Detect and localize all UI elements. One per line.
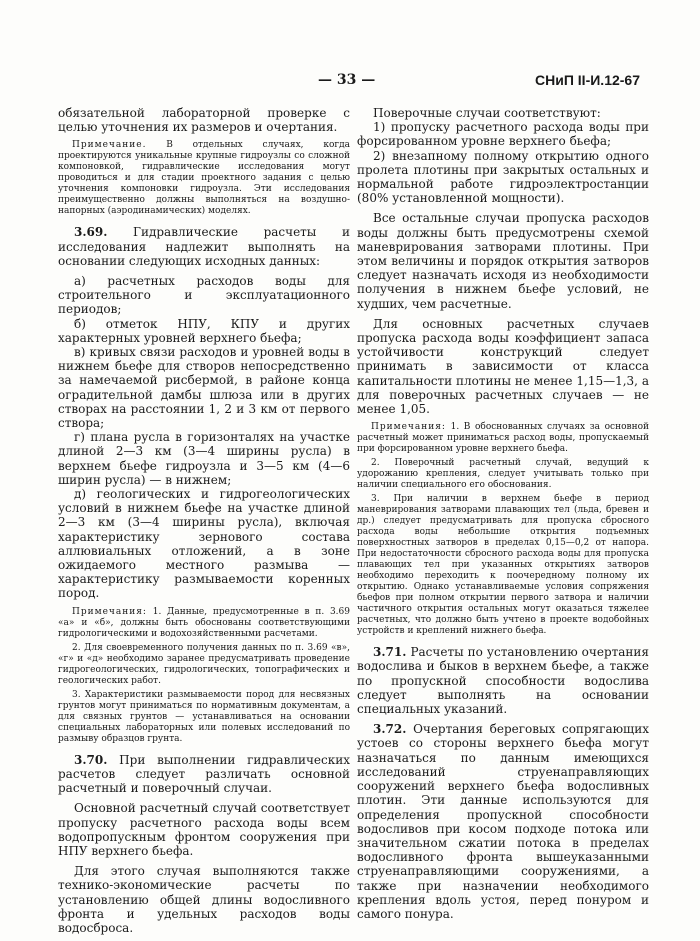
- section-text: Расчеты по установлению очертания водослива и быков в верхнем бьефе, а также по пропускной способности водослива следует выполнять на основании специальных указаний.: [357, 645, 649, 717]
- section-3-71: [357, 645, 649, 716]
- section-text: Гидравлические расчеты и исследования надлежит выполнять на основании следующих исходных данных:: [58, 225, 350, 268]
- paragraph: Основной расчетный случай соответствует пропуску расчетного расхода воды всем водопропускным фронтом сооружения при НПУ верхнего бьефа.: [58, 801, 350, 858]
- section-3-72: [357, 722, 649, 921]
- section-3-69: [58, 225, 350, 268]
- note-label: Примечания:: [72, 606, 147, 617]
- note: [357, 422, 649, 455]
- right-column: [357, 106, 649, 927]
- list-item: г) плана русла в горизонталях на участке длиной 2—3 км (3—4 ширины русла) в верхнем бьефе гидроузла и 3—5 км (4—6 ширин русла) — в нижнем;: [58, 430, 350, 487]
- note-label: Примечание.: [72, 140, 147, 151]
- list-item: в) кривых связи расходов и уровней воды в нижнем бьефе для створов непосредственно за намечаемой рисбермой, в районе конца оградительной дамбы шлюза или в других створах на расстоянии 1, 2 и 3 км от первого створа;: [58, 345, 350, 431]
- section-number: 3.71.: [373, 645, 407, 660]
- left-column: [58, 106, 350, 941]
- document-code: СНиП II-И.12-67: [535, 72, 640, 88]
- paragraph: Поверочные случаи соответствуют:: [373, 106, 601, 120]
- paragraph: Для основных расчетных случаев пропуска расхода воды коэффициент запаса устойчивости конструкций следует принимать в зависимости от класса капитальности плотины не менее 1,15—1,3, а для поверочных расчетных случаев — не менее 1,05.: [357, 316, 649, 417]
- page-number: — 33 —: [318, 72, 376, 88]
- section-3-70: [58, 753, 350, 796]
- paragraph: Для этого случая выполняются также технико-экономические расчеты по установлению общей длины водосливного фронта и удельных расходов воды водосброса.: [58, 864, 350, 935]
- list-item: 2) внезапному полному открытию одного пролета плотины при закрытых остальных и нормальной работе гидроэлектростанции (80% установленной мощности).: [357, 148, 649, 206]
- list-item: 1) пропуску расчетного расхода воды при форсированном уровне верхнего бьефа;: [357, 120, 649, 149]
- note: 3. Характеристики размываемости пород для несвязных грунтов могут приниматься по нормативным документам, а для связных грунтов — устанавливаться на основании специальных лабораторных или полевых исследований по размыву образцов грунта.: [58, 689, 350, 744]
- note-text: 1. Данные, предусмотренные в п. 3.69 «а» и «б», должны быть обоснованы соответствующими гидрологическими и водохозяйственными расчетами.: [58, 606, 350, 639]
- note-text: 1. В обоснованных случаях за основной расчетный может приниматься расход воды, пропускаемый при форсированном уровне верхнего бьефа.: [357, 422, 649, 455]
- note: 2. Для своевременного получения данных по п. 3.69 «в», «г» и «д» необходимо заранее предусматривать проведение гидрогеологических, гидрологических, топографических и геологических работ.: [58, 642, 350, 686]
- list-item: б) отметок НПУ, КПУ и других характерных уровней верхнего бьефа;: [58, 316, 350, 345]
- list-item: а) расчетных расходов воды для строительного и эксплуатационного периодов;: [58, 274, 350, 317]
- note: [58, 607, 350, 640]
- section-number: 3.70.: [74, 752, 108, 767]
- page-header: [0, 72, 700, 94]
- section-text: При выполнении гидравлических расчетов следует различать основной расчетный и поверочный случаи.: [58, 752, 350, 796]
- note: [58, 140, 350, 217]
- note-text: В отдельных случаях, когда проектируются уникальные крупные гидроузлы со сложной компоновкой, гидравлические исследования могут проводиться и для стадии проектного задания с целью уточнения компоновки гидроузла. Эти исследования преимущественно должны выполняться на воздушно-напорных (аэродинамических) моделях.: [58, 140, 350, 217]
- note: 2. Поверочный расчетный случай, ведущий к удорожанию крепления, следует учитывать только при наличии специального его обоснования.: [357, 458, 649, 491]
- list-item: д) геологических и гидрогеологических условий в нижнем бьефе на участке длиной 2—3 км (3—4 ширины русла), включая характеристику зернового состава аллювиальных отложений, а в зоне ожидаемого местного размыва — характеристику размываемости коренных пород.: [58, 487, 350, 601]
- section-number: 3.69.: [74, 225, 108, 240]
- note: 3. При наличии в верхнем бьефе в период маневрирования затворами плавающих тел (льда, бревен и др.) следует предусматривать для пропуска сбросного расхода воды небольшие открытия подъемных поверхностных затворов в пределах 0,15—0,2 от напора. При недостаточности сбросного расхода воды для пропуска плавающих тел при указанных открытиях затворов необходимо переходить к поочередному полному их открытию. Однако устанавливаемые условия сопряжения бьефов при полном открытии первого затвора и наличии частичного открытия остальных могут оказаться тяжелее расчетных, что должно быть учтено в проекте водобойных устройств и креплений нижнего бьефа.: [357, 494, 649, 637]
- paragraph: обязательной лабораторной проверке с целью уточнения их размеров и очертания.: [58, 106, 350, 135]
- section-text: Очертания береговых сопрягающих устоев со стороны верхнего бьефа могут назначаться по данным имеющихся исследований струенаправляющих сооружений верхнего бьефа водосливных плотин. Эти данные используются для определения пропускной способности водосливов при косом подходе потока или значительном сжатии потока в пределах водосливного фронта вышеуказанными струенаправляющими сооружениями, а также при назначении необходимого крепления вдоль устоя, перед понуром и самого понура.: [357, 722, 649, 921]
- paragraph: Все остальные случаи пропуска расходов воды должны быть предусмотрены схемой маневрирования затворами плотины. При этом величины и порядок открытия затворов следует назначать исходя из необходимости получения в нижнем бьефе условий, не худших, чем расчетные.: [357, 211, 649, 311]
- section-number: 3.72.: [373, 722, 407, 737]
- note-label: Примечания:: [371, 422, 446, 433]
